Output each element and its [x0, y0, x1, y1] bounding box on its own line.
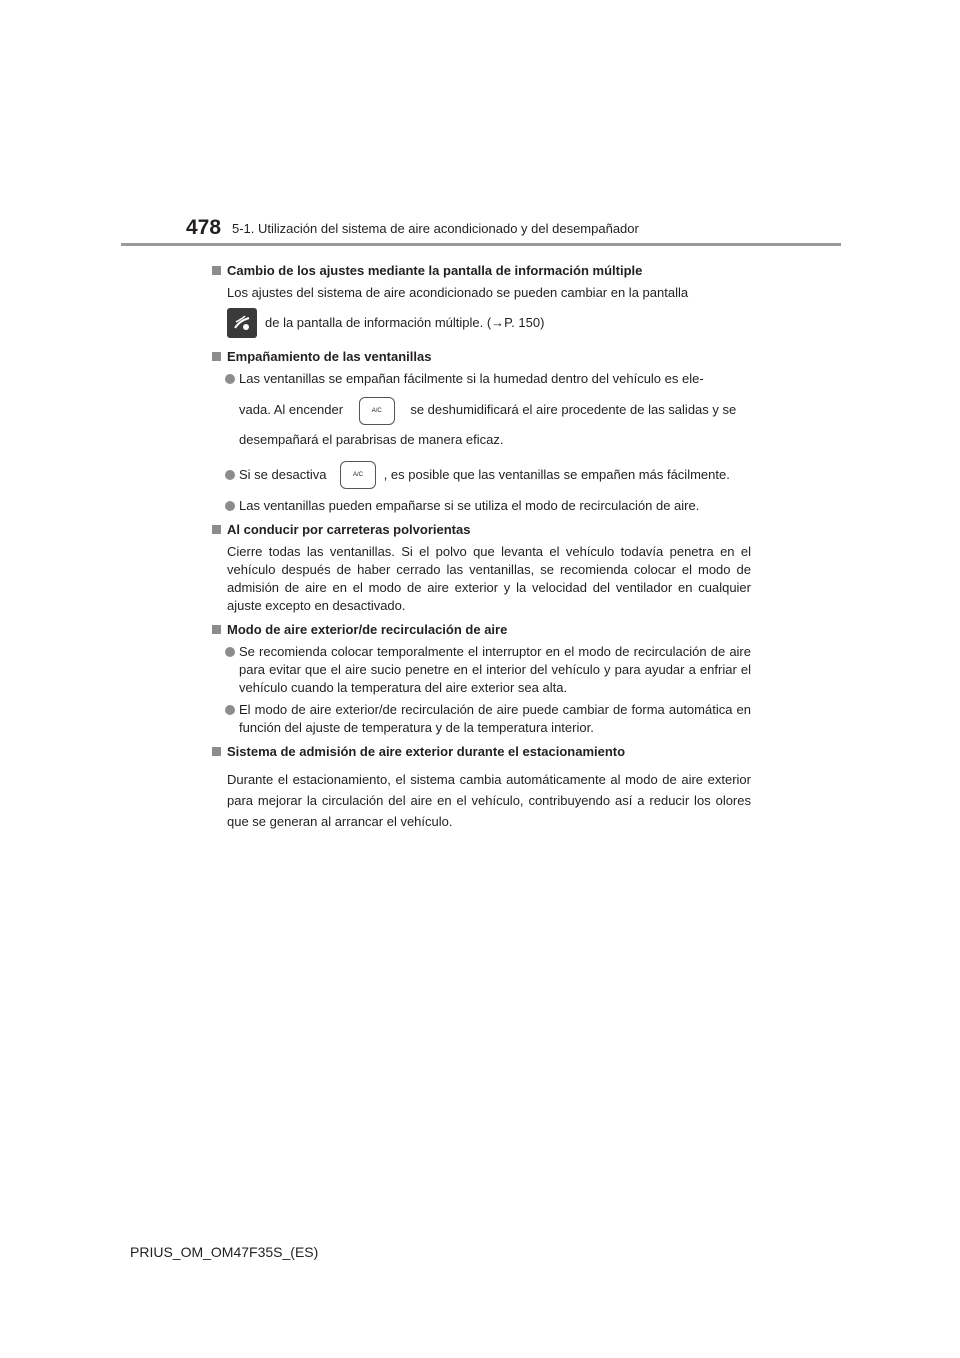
paragraph-dusty-roads: Cierre todas las ventanillas. Si el polvo que levanta el vehículo todavía penetra en el vehículo después de haber cerrado las ventanillas, se recomienda colocar el modo de admisión de aire en el modo de aire exterior y la velocidad del ventilador en cualquier ajuste excepto en desactivado. [227, 544, 751, 614]
bullet-air-mode-2: El modo de aire exterior/de recirculación de aire puede cambiar de forma automática en función del ajuste de temperatura y de la temperatura interior. [211, 701, 751, 737]
bullet-fogging-2: Si se desactiva A/C , es posible que las ventanillas se empañen más fácilmente. [211, 461, 751, 490]
paragraph-multi-info-2: de la pantalla de información múltiple. (→P. 150) [211, 308, 751, 338]
bullet-fogging-1: Las ventanillas se empañan fácilmente si la humedad dentro del vehículo es ele- vada. Al encender A/C se deshumidificará el aire procedente de las salidas y se desempañará el parabrisas de manera eficaz. [211, 370, 751, 449]
square-bullet-icon [212, 625, 221, 634]
heading-parking-intake: Sistema de admisión de aire exterior durante el estacionamiento [211, 743, 751, 761]
square-bullet-icon [212, 266, 221, 275]
bullet-air-mode-1: Se recomienda colocar temporalmente el interruptor en el modo de recirculación de aire para evitar que el aire sucio penetre en el interior del vehículo y para ayudar a enfriar el vehículo cuando la temperatura del aire exterior sea alta. [211, 643, 751, 697]
ac-button-icon: A/C [359, 397, 395, 425]
round-bullet-icon [225, 470, 235, 480]
climate-settings-icon [227, 308, 257, 338]
section-title: 5-1. Utilización del sistema de aire acondicionado y del desempañador [232, 221, 639, 236]
paragraph-parking-intake: Durante el estacionamiento, el sistema cambia automáticamente al modo de aire exterior para mejorar la circulación del aire en el vehículo, contribuyendo así a reducir los olores que se generan al arrancar el vehículo. [227, 772, 751, 830]
content [211, 256, 751, 832]
ac-button-icon: A/C [340, 461, 376, 489]
page-number: 478 [186, 216, 222, 239]
round-bullet-icon [225, 705, 235, 715]
heading-fogging: Empañamiento de las ventanillas [211, 348, 751, 366]
round-bullet-icon [225, 374, 235, 384]
header-rule [121, 243, 841, 246]
heading-air-mode: Modo de aire exterior/de recirculación de aire [211, 621, 751, 639]
bullet-fogging-3: Las ventanillas pueden empañarse si se utiliza el modo de recirculación de aire. [211, 497, 751, 515]
heading-multi-info: Cambio de los ajustes mediante la pantalla de información múltiple [211, 262, 751, 280]
square-bullet-icon [212, 525, 221, 534]
square-bullet-icon [212, 747, 221, 756]
document-code: PRIUS_OM_OM47F35S_(ES) [130, 1244, 319, 1260]
round-bullet-icon [225, 501, 235, 511]
round-bullet-icon [225, 647, 235, 657]
square-bullet-icon [212, 352, 221, 361]
paragraph-multi-info-1: Los ajustes del sistema de aire acondicionado se pueden cambiar en la pantalla [227, 285, 689, 300]
heading-dusty-roads: Al conducir por carreteras polvorientas [211, 521, 751, 539]
